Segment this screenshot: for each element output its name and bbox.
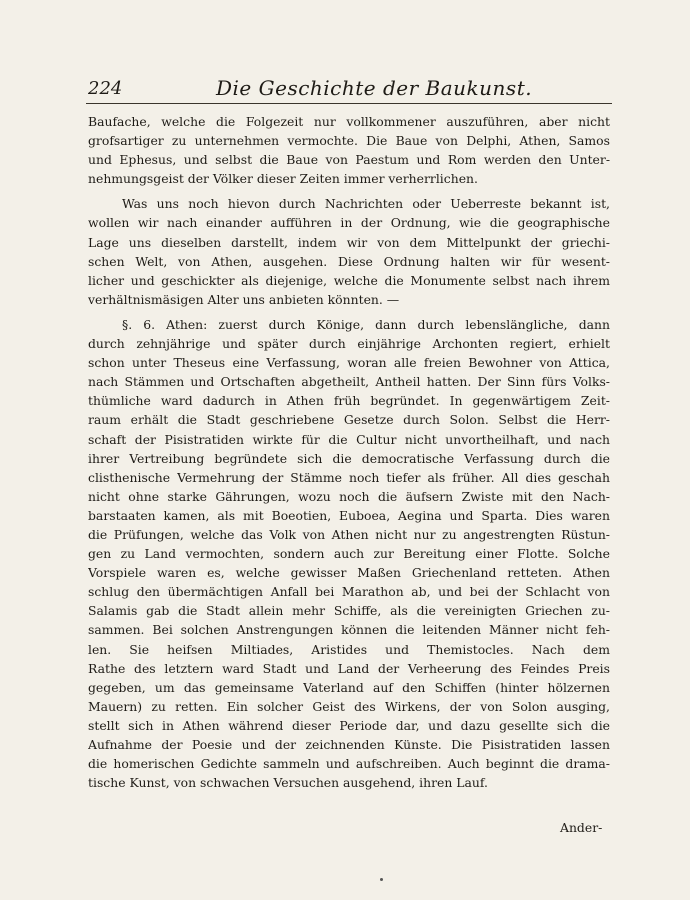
- text-line: Rathe des letztern ward Stadt und Land der Verheerung des Feindes Preis: [88, 660, 610, 676]
- text-line: schon unter Theseus eine Verfassung, woran alle freien Bewohner von Attica,: [88, 355, 610, 371]
- text-line: §. 6. Athen: zuerst durch Könige, dann durch lebenslängliche, dann: [122, 316, 610, 332]
- page-header: [88, 76, 608, 104]
- text-line: gegeben, um das gemeinsame Vaterland auf den Schiffen (hinter hölzernen: [88, 679, 610, 695]
- text-line: Mauern) zu retten. Ein solcher Geist des Wirkens, der von Solon ausging,: [88, 698, 610, 714]
- text-line: nicht ohne starke Gährungen, wozu noch die äufsern Zwiste mit den Nach-: [88, 488, 610, 504]
- text-line: und Ephesus, und selbst die Baue von Paestum und Rom werden den Unter-: [88, 152, 610, 168]
- text-line: barstaaten kamen, als mit Boeotien, Euboea, Aegina und Sparta. Dies waren: [88, 507, 610, 523]
- paper-speck: [380, 878, 383, 881]
- text-line: thümliche ward dadurch in Athen früh begründet. In gegenwärtigem Zeit-: [88, 393, 610, 409]
- text-line: gen zu Land vermochten, sondern auch zur Bereitung einer Flotte. Solche: [88, 546, 610, 562]
- text-line: wollen wir nach einander aufführen in der Ordnung, wie die geographische: [88, 215, 610, 231]
- page-number: 224: [88, 78, 123, 99]
- text-line: tische Kunst, von schwachen Versuchen ausgehend, ihren Lauf.: [88, 775, 488, 791]
- running-title: Die Geschichte der Baukunst.: [216, 76, 533, 100]
- text-line: raum erhält die Stadt geschriebene Gesetze durch Solon. Selbst die Herr-: [88, 412, 610, 428]
- text-line: grofsartiger zu unternehmen vermochte. Die Baue von Delphi, Athen, Samos: [88, 133, 610, 149]
- text-line: nach Stämmen und Ortschaften abgetheilt, Antheil hatten. Der Sinn fürs Volks-: [88, 374, 610, 390]
- text-line: stellt sich in Athen während dieser Periode dar, und dazu gesellte sich die: [88, 717, 610, 733]
- catchword: Ander-: [560, 820, 603, 835]
- text-line: verhältnismäsigen Alter uns anbieten könnten. —: [88, 291, 400, 307]
- text-line: Salamis gab die Stadt allein mehr Schiffe, als die vereinigten Griechen zu-: [88, 603, 610, 619]
- text-line: Aufnahme der Poesie und der zeichnenden Künste. Die Pisistratiden lassen: [88, 737, 610, 752]
- text-line: clisthenische Vermehrung der Stämme noch tiefer als früher. All dies geschah: [88, 469, 610, 485]
- paragraph-3-section-6: [88, 315, 610, 792]
- text-line: len. Sie heifsen Miltiades, Aristides und Themistocles. Nach dem: [88, 641, 610, 657]
- text-line: Baufache, welche die Folgezeit nur vollkommener auszuführen, aber nicht: [88, 114, 610, 129]
- header-rule: [86, 103, 612, 104]
- text-line: licher und geschickter als diejenige, welche die Monumente selbst nach ihrem: [88, 272, 610, 288]
- text-line: Lage uns dieselben darstellt, indem wir von dem Mittelpunkt der griechi-: [88, 234, 610, 250]
- text-line: durch zehnjährige und später durch einjährige Archonten regiert, erhielt: [88, 336, 610, 352]
- paragraph-1: [88, 112, 610, 188]
- text-line: ihrer Vertreibung begründete sich die democratische Verfassung durch die: [88, 450, 610, 466]
- text-line: die Prüfungen, welche das Volk von Athen nicht nur zu angestrengten Rüstun-: [88, 526, 610, 542]
- text-line: schen Welt, von Athen, ausgehen. Diese Ordnung halten wir für wesent-: [88, 253, 610, 269]
- text-line: schlug den übermächtigen Anfall bei Marathon ab, und bei der Schlacht von: [88, 584, 610, 600]
- paragraph-2: [88, 194, 610, 309]
- body-text: [88, 112, 610, 792]
- text-line: schaft der Pisistratiden wirkte für die Cultur nicht unvortheilhaft, und nach: [88, 431, 610, 447]
- text-line: nehmungsgeist der Völker dieser Zeiten immer verherrlichen.: [88, 171, 478, 187]
- text-line: Vorspiele waren es, welche gewisser Maßen Griechenland retteten. Athen: [88, 565, 610, 581]
- text-line: Was uns noch hievon durch Nachrichten oder Ueberreste bekannt ist,: [122, 196, 610, 212]
- text-line: sammen. Bei solchen Anstrengungen können die leitenden Männer nicht feh-: [88, 622, 610, 638]
- text-line: die homerischen Gedichte sammeln und aufschreiben. Auch beginnt die drama-: [88, 756, 610, 772]
